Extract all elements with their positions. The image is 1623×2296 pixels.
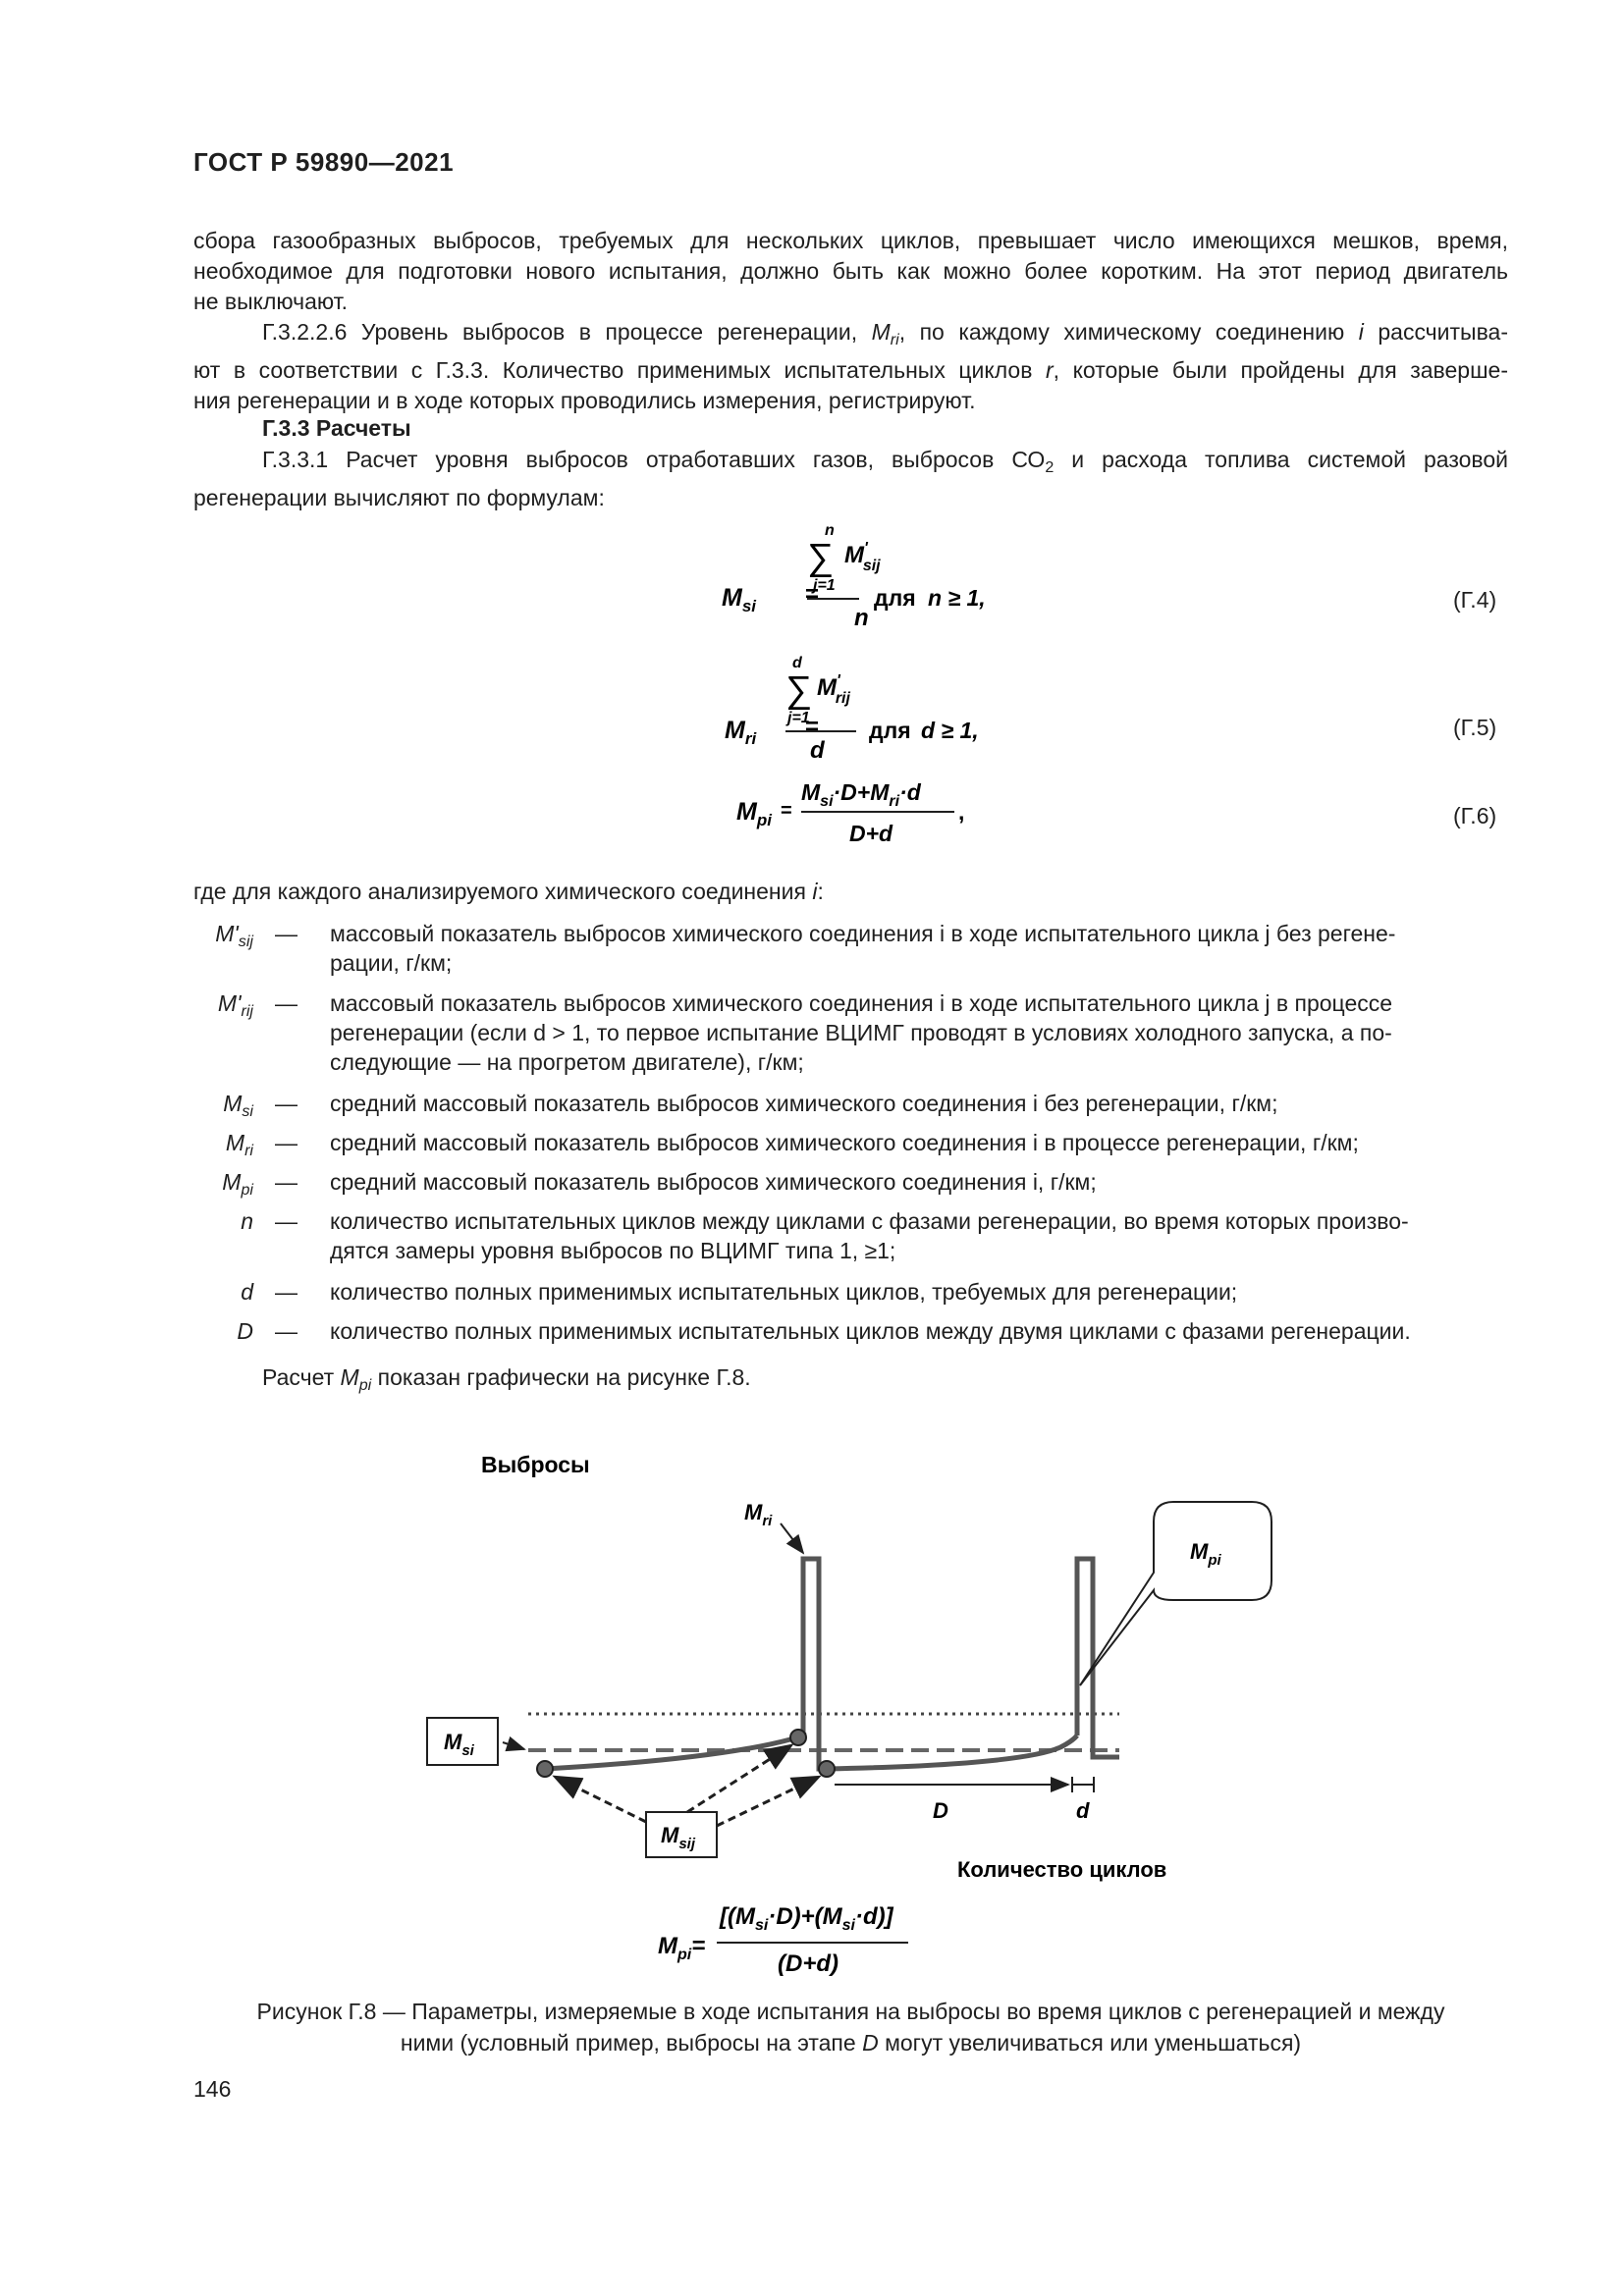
document-header: ГОСТ Р 59890—2021 xyxy=(193,147,455,177)
svg-text:для: для xyxy=(874,585,916,611)
svg-text:n: n xyxy=(854,605,869,631)
definition-item: n — количество испытательных циклов между циклами с фазами регенерации, во время которых произво- дятся замеры уровня выбросов по ВЦИМГ типа 1, ≥1; xyxy=(241,1208,1409,1263)
definition-item: $M'_{sij}$ — массовый показатель выбросов химического соединения i в ходе испытательного цикла j без регене- рации, г/км; xyxy=(215,921,1396,976)
label-D: D xyxy=(933,1798,948,1823)
svg-text:n ≥ 1,: n ≥ 1, xyxy=(928,585,986,611)
paragraph-calculation-intro: Г.3.3.1 Расчет уровня выбросов отработавших газов, выбросов $СО_2$ и расхода топлива системой разовой регенерации вычисляют по формулам: xyxy=(193,447,1508,510)
figure-formula-denominator: (D+d) xyxy=(778,1950,839,1977)
svg-text:j=1: j=1 xyxy=(813,577,836,594)
formula-g5-number: (Г.5) xyxy=(1453,715,1497,740)
label-mpi: $M_{pi}$ xyxy=(1190,1539,1221,1569)
svg-text:=: = xyxy=(781,800,792,822)
svg-text:Mpi: $M_{pi}$ xyxy=(736,798,772,829)
formula-g6-number: (Г.6) xyxy=(1453,803,1497,828)
measurement-point xyxy=(790,1730,806,1745)
svg-text:=: = xyxy=(805,581,820,608)
label-d: d xyxy=(1076,1798,1090,1823)
label-msi: $M_{si}$ xyxy=(444,1730,474,1759)
measurement-point xyxy=(819,1761,835,1777)
figure-formula-numerator: $[(M_{si}\cdot D)+(M_{si}\cdot d)]$ xyxy=(720,1903,893,1934)
svg-text:n: n xyxy=(825,522,835,539)
svg-text:=: = xyxy=(805,714,820,740)
document-page: ГОСТ Р 59890—2021 сбора газообразных выбросов, требуемых для нескольких циклов, превышает число имеющихся мешков, время, необходимое для подготовки нового испытания, должно быть как можно более коротким. На этот период двигатель не выключают. Г.3.2.2.6 Уровень выбросов в процессе регенерации, $M_{ri}$, по каждому химическому соединению i рассчитыва- ют в соответствии с Г.3.3. Количество применимых испытательных циклов r, которые были пройдены для заверше- ния регенерации и в ходе которых проводились измерения, регистрируют. Г.3.3 Расчеты Г.3.3.1 Расчет уровня выбросов отработавших газов, выбросов $СО_2$ и расхода топлива системой разовой регенерации вычисляют по формулам: $M_{si}$ = n ∑ j=1 M' sij n для n ≥ 1, (Г.4) $M_{ri}$ = d ∑ j=1 M' rij d для d ≥ 1, (Г.5) $M_{pi}$ = $M_{si}\cdot D+M_{ri}\cdot d$ D+d , (Г.6) где для каждого анализируемого химического соединения i: $M'_{sij}$ — массовый показатель выбросов химического соединения i в ходе испытательного цикла j без регене- рации, г/км; $M'_{rij}$ — массовый показатель выбросов химического соединения i в ходе испытательного цикла j в процессе регенерации (если d > 1, то первое испытание ВЦИМГ проводят в условиях холодного запуска, а по- следующие — на прогретом двигателе), г/км; $M_{si}$ — средний массовый показатель выбросов химического соединения i без регенерации, г/км; $M_{ri}$ — средний массовый показатель выбросов химического соединения i в процессе регенерации, г/км; $M_{pi}$ — средний массовый показатель выбросов химического соединения i, г/км; n — количество испытательных циклов между циклами с фазами регенерации, во время которых произво- дятся замеры уровня выбросов по ВЦИМГ типа 1, ≥1; d — количество полных применимых испытательных циклов, требуемых для регенерации; D — количество полных применимых испытательных циклов между двумя циклами с фазами регенерации. Расчет $M_{pi}$ показан графически на рисунке Г.8. Выбросы Количество циклов $M_{ri}$ $M_{pi}$ $M_{si}$ $M_{sij}$ D d $M_{pi}=$ $[(M_{si}\cdot D)+(M_{si}\cdot d)]$ (D+d) Рисунок Г.8 — Параметры, измеряемые в ходе испытания на выбросы во время циклов с регенерацией и между ними (условный пример, выбросы на этапе D могут увеличиваться или уменьшаться) 146 xyxy=(0,0,1623,2296)
svg-text:M'rij: M' rij xyxy=(817,672,850,707)
svg-text:d: d xyxy=(792,655,802,671)
svg-text:D+d: D+d xyxy=(849,821,893,846)
svg-text:Msi·D+Mri·d: $M_{si}\cdot D+M_{ri}\cdot d$ xyxy=(801,779,921,810)
svg-text:d: d xyxy=(810,737,825,764)
paragraph-bag-sampling: сбора газообразных выбросов, требуемых для нескольких циклов, превышает число имеющихся мешков, время, необходимое для подготовки нового испытания, должно быть как можно более коротким. На этот период двигатель не выключают. xyxy=(193,228,1508,314)
svg-text:j=1: j=1 xyxy=(787,710,810,726)
mpi-callout-bubble xyxy=(1080,1502,1271,1685)
measurement-point xyxy=(537,1761,553,1777)
label-mri: $M_{ri}$ xyxy=(744,1500,773,1529)
where-lead: где для каждого анализируемого химического соединения i: xyxy=(193,879,824,904)
svg-text:для: для xyxy=(869,718,911,743)
formula-g6-graphic xyxy=(727,771,1021,869)
svg-text:Mri: $M_{ri}$ xyxy=(725,717,757,748)
svg-text:Msi: $M_{si}$ xyxy=(722,584,757,615)
formula-g5-graphic xyxy=(707,648,1021,775)
svg-text:d ≥ 1,: d ≥ 1, xyxy=(921,718,979,743)
label-msij: $M_{sij}$ xyxy=(661,1823,696,1852)
figure-g8 xyxy=(393,1394,1276,1983)
svg-text:,: , xyxy=(958,799,965,825)
graph-note: Расчет $M_{pi}$ показан графически на рисунке Г.8. xyxy=(262,1364,751,1394)
svg-text:M'sij: M' sij xyxy=(844,540,881,574)
formula-g4-graphic xyxy=(707,515,1021,643)
page-number: 146 xyxy=(193,2076,232,2102)
svg-text:∑: ∑ xyxy=(785,669,813,711)
y-axis-label: Выбросы xyxy=(481,1452,590,1477)
section-heading: Г.3.3 Расчеты xyxy=(262,415,411,441)
figure-formula-lhs: $M_{pi}=$ xyxy=(658,1933,706,1963)
svg-text:∑: ∑ xyxy=(807,537,835,578)
formula-g4-number: (Г.4) xyxy=(1453,587,1497,613)
figure-caption: Рисунок Г.8 — Параметры, измеряемые в ходе испытания на выбросы во время циклов с регенерацией и между ними (условный пример, выбросы на этапе D могут увеличиваться или уменьшаться) xyxy=(256,1999,1445,2056)
definition-item: $M'_{rij}$ — массовый показатель выбросов химического соединения i в ходе испытательного цикла j в процессе регенерации (если d > 1, то первое испытание ВЦИМГ проводят в условиях холодного запуска, а по- следующие — на прогретом двигателе), г/км; xyxy=(217,990,1393,1075)
paragraph-regeneration-emissions: Г.3.2.2.6 Уровень выбросов в процессе регенерации, $M_{ri}$, по каждому химическому соединению i рассчитыва- ют в соответствии с Г.3.3. Количество применимых испытательных циклов r, которые были пройдены для заверше- ния регенерации и в ходе которых проводились измерения, регистрируют. xyxy=(193,319,1508,413)
x-axis-label: Количество циклов xyxy=(957,1857,1167,1882)
